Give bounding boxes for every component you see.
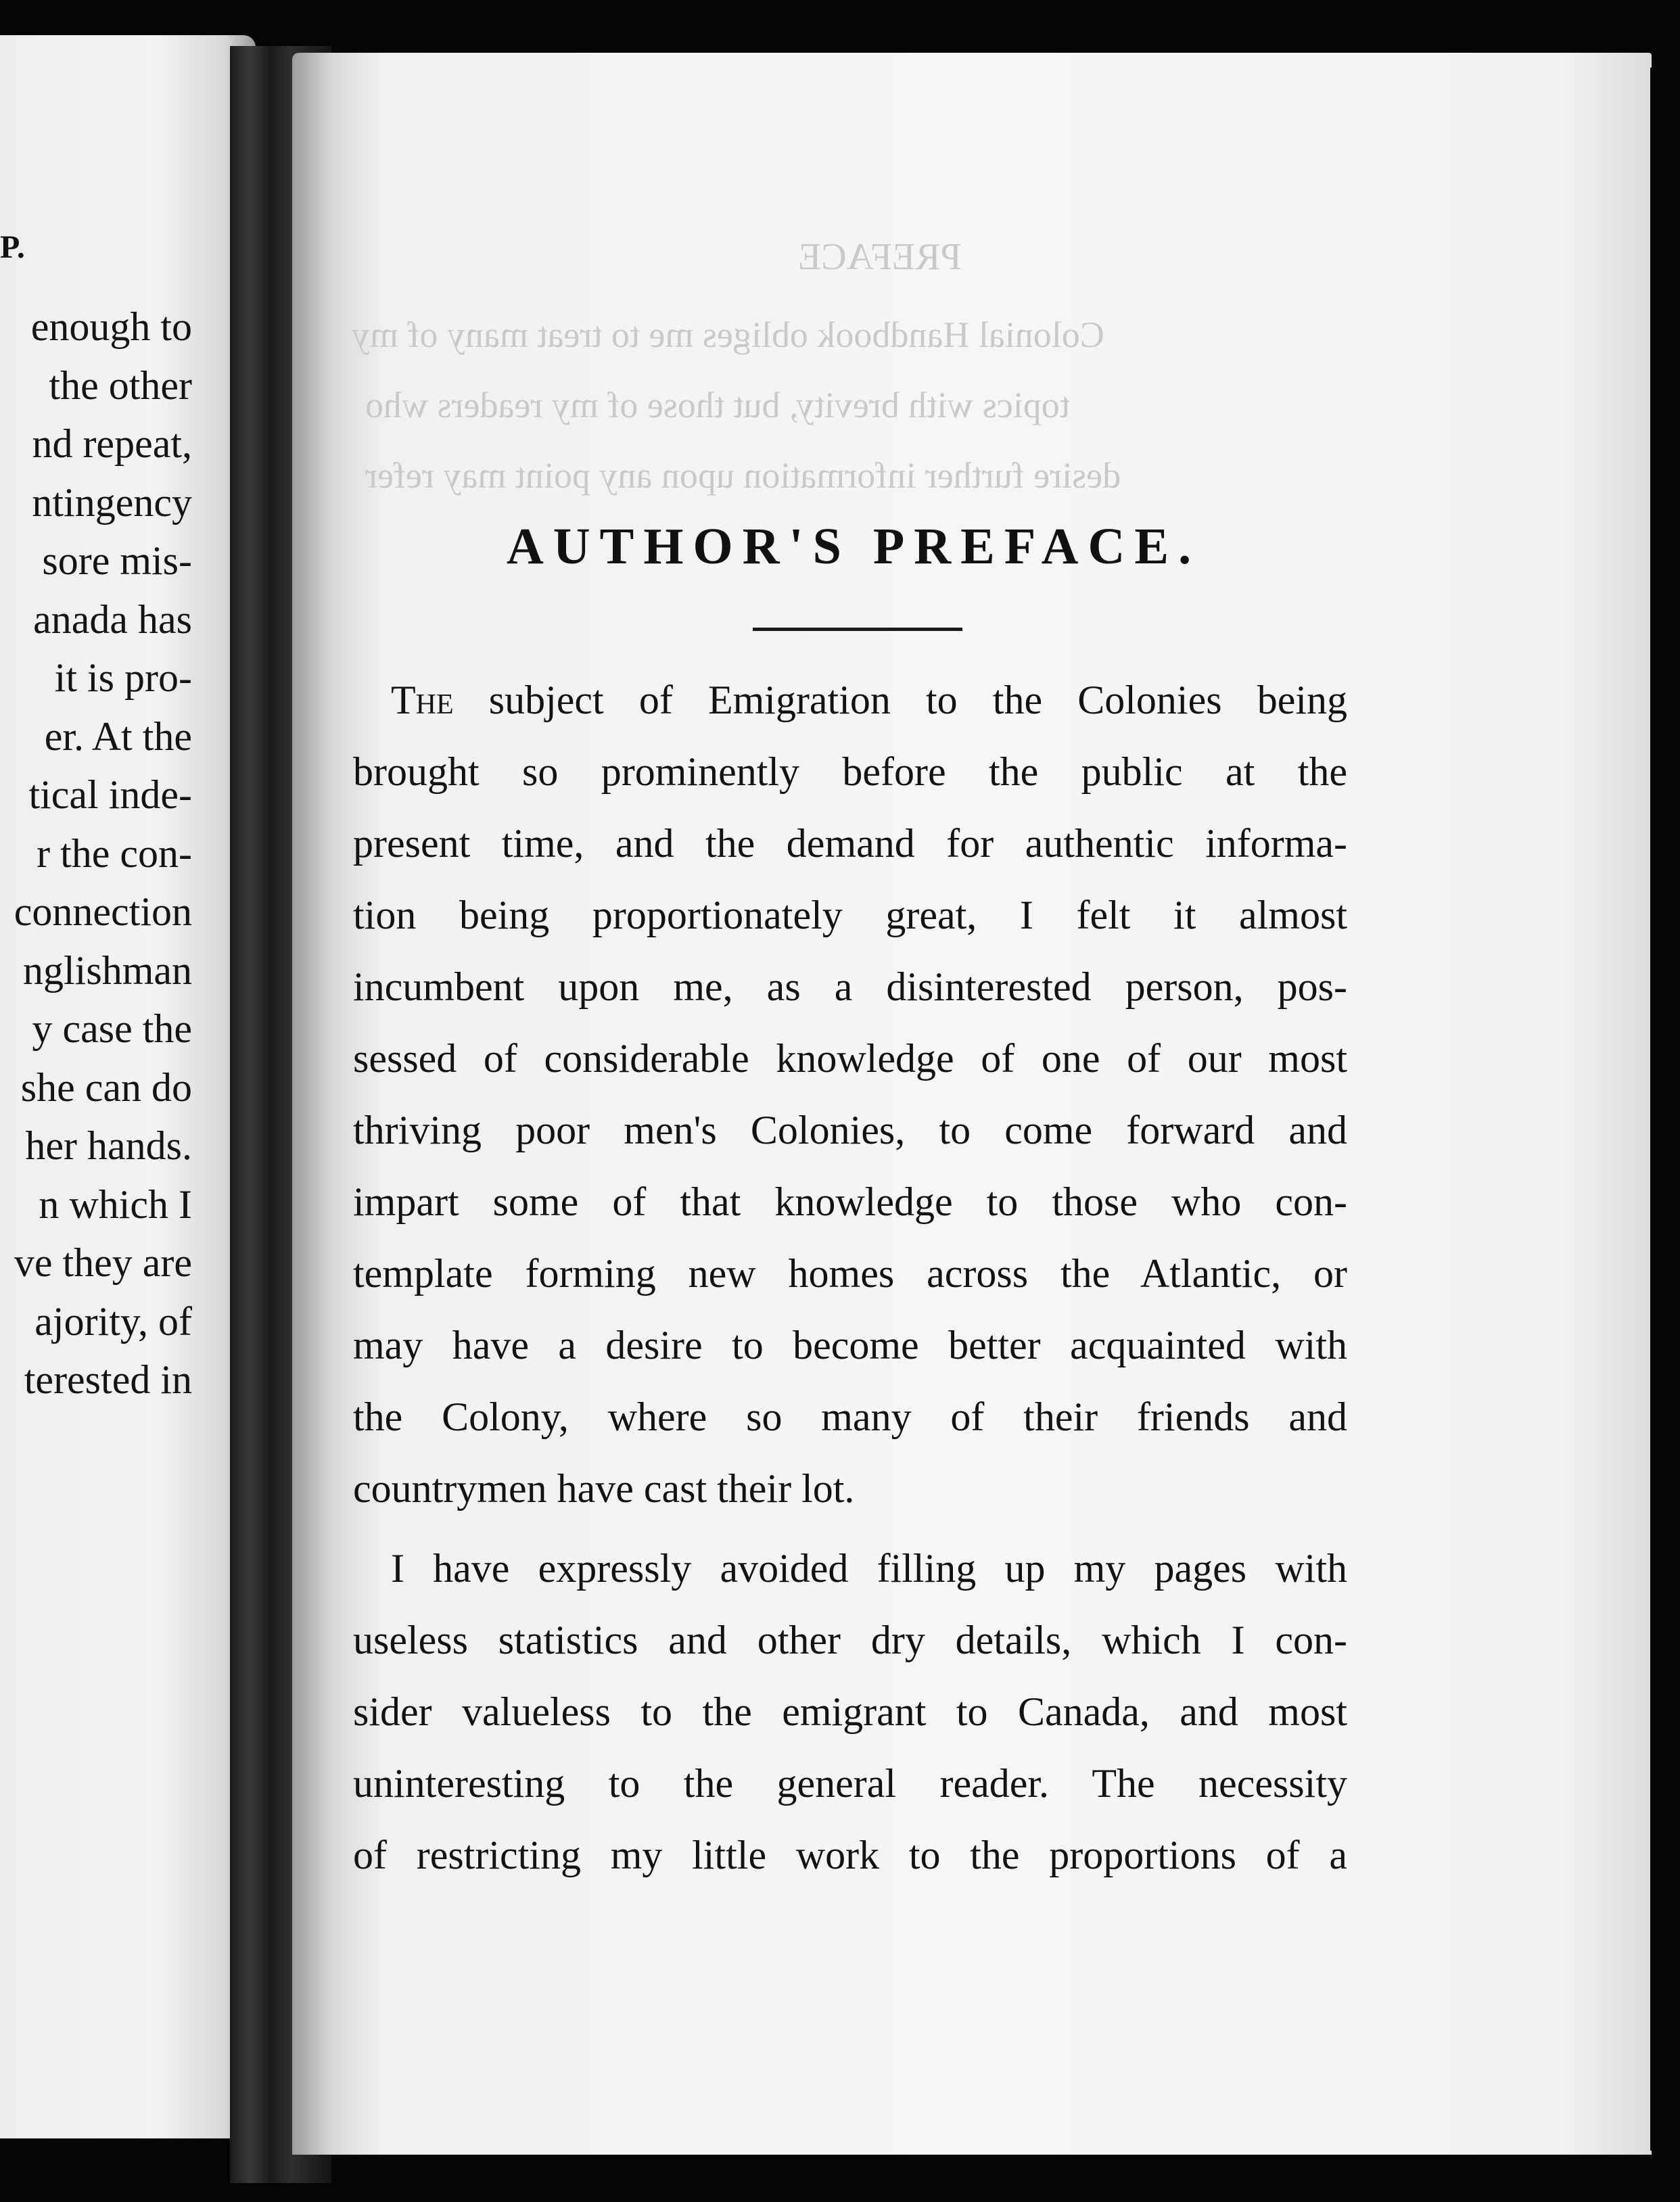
left-line: ntingency (32, 479, 192, 525)
text-line: uninteresting to the general reader. The necessity (353, 1761, 1347, 1806)
text-line (353, 664, 1347, 736)
left-line: her hands. (25, 1123, 192, 1168)
left-facing-page (0, 35, 256, 2138)
left-line: anada has (33, 596, 192, 642)
text-line: may have a desire to become better acquainted with (353, 1323, 1347, 1367)
show-through-texture: topics with brevity, but those of my readers who (365, 385, 1070, 425)
left-line: er. At the (44, 713, 192, 759)
text-line: thriving poor men's Colonies, to come forward and (353, 1108, 1347, 1152)
preface-body (353, 664, 1347, 1891)
text-line: sessed of considerable knowledge of one of our most (353, 1036, 1347, 1081)
drop-lead-word: The (391, 678, 454, 722)
show-through-texture: PREFACE (798, 236, 962, 278)
left-page-text (14, 298, 192, 1409)
left-line: sore mis- (42, 538, 192, 583)
line-text: subject of Emigration to the Colonies being (488, 678, 1347, 722)
text-line: countrymen have cast their lot. (353, 1466, 855, 1511)
left-line: tical inde- (28, 772, 192, 817)
left-line: she can do (20, 1064, 192, 1110)
left-line: r the con- (37, 830, 192, 876)
text-line: sider valueless to the emigrant to Canada, and most (353, 1689, 1347, 1734)
left-line: terested in (24, 1357, 192, 1402)
scan-edge (1650, 68, 1680, 2151)
left-line: nglishman (23, 947, 192, 993)
title-rule (753, 628, 962, 631)
text-line: tion being proportionately great, I felt it almost (353, 893, 1347, 937)
show-through-texture: desire further information upon any point may refer (365, 455, 1121, 496)
left-line: the other (49, 362, 192, 408)
text-line: I have expressly avoided filling up my pages with (391, 1546, 1347, 1591)
page-title: AUTHOR'S PREFACE. (506, 518, 1201, 575)
text-line: incumbent upon me, as a disinterested person, pos- (353, 964, 1347, 1009)
text-line: impart some of that knowledge to those who con- (353, 1179, 1347, 1224)
left-line: it is pro- (54, 655, 192, 700)
text-line: the Colony, where so many of their friends and (353, 1395, 1347, 1439)
left-line: nd repeat, (32, 421, 192, 466)
text-line: template forming new homes across the Atlantic, or (353, 1251, 1347, 1296)
left-line: n which I (39, 1181, 192, 1227)
text-line: brought so prominently before the public at the (353, 749, 1347, 794)
left-line: ajority, of (34, 1298, 192, 1344)
text-line: of restricting my little work to the proportions of a (353, 1833, 1347, 1877)
left-page-running-head: P. (0, 229, 25, 265)
show-through-texture: Colonial Handbook obliges me to treat many of my (352, 314, 1104, 355)
text-line: useless statistics and other dry details, which I con- (353, 1618, 1347, 1662)
left-line: ve they are (14, 1240, 192, 1285)
left-line: y case the (32, 1006, 192, 1051)
text-line: present time, and the demand for authentic informa- (353, 821, 1347, 866)
left-line: enough to (30, 304, 192, 349)
left-line: connection (14, 889, 192, 934)
